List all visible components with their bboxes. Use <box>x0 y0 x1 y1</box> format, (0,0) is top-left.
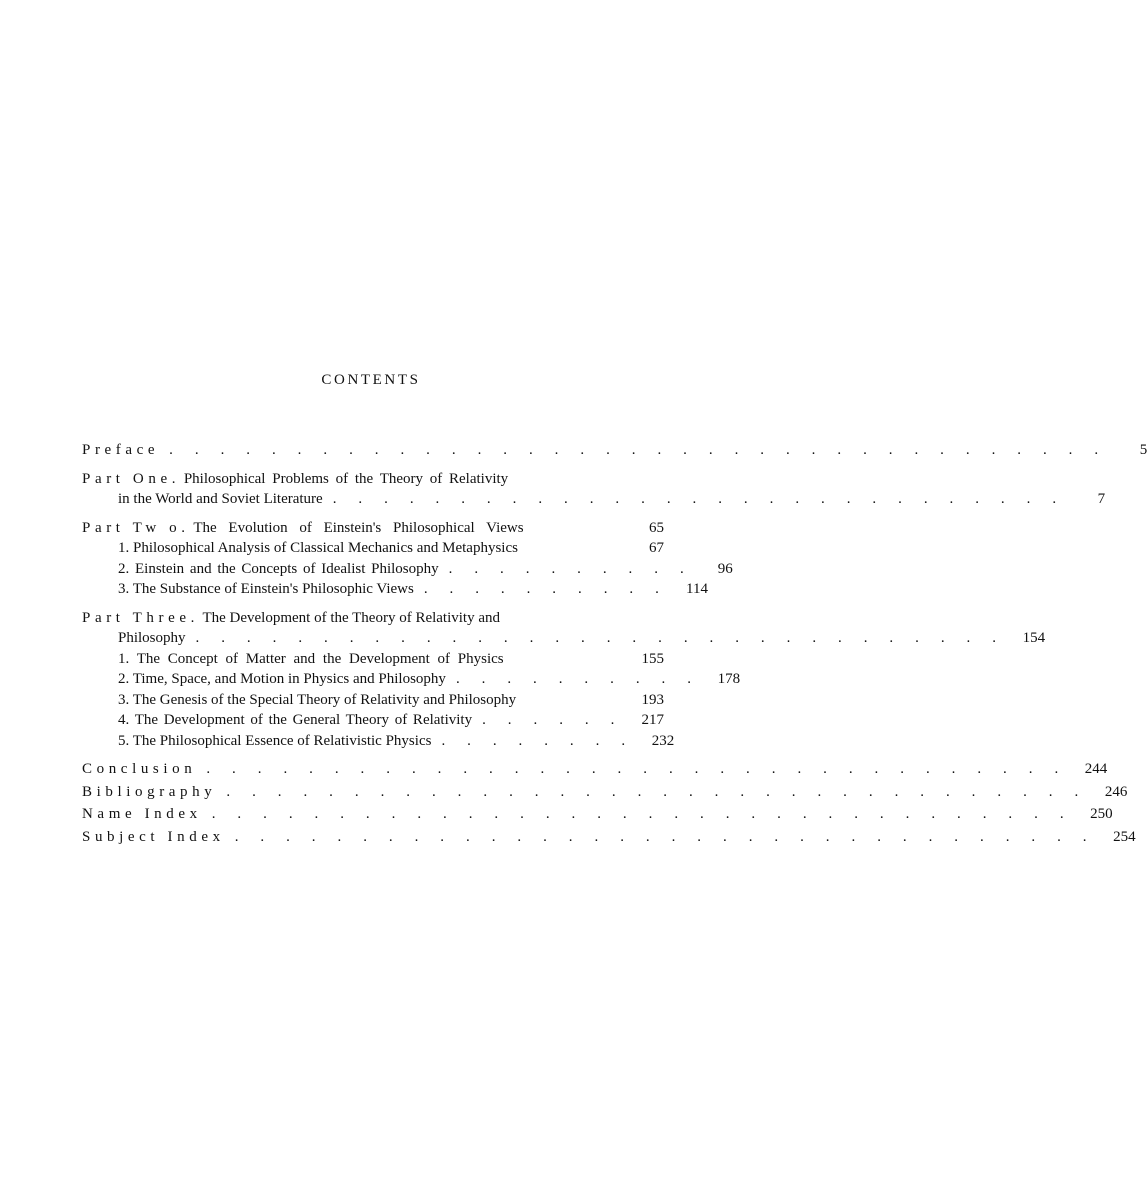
toc-sub-label: 3. The Substance of Einstein's Philosophic Views <box>118 581 414 597</box>
toc-entry-preface[interactable] <box>82 440 1147 461</box>
toc-sub-entry[interactable] <box>82 669 741 690</box>
toc-sub-label: 3. The Genesis of the Special Theory of Relativity and Philosophy <box>118 691 517 708</box>
contents-heading: CONTENTS <box>321 372 421 388</box>
toc-label: Bibliography <box>82 783 217 800</box>
dot-leader: . . . . . . . . . . . . . . . . . . . . . . . . . . . . . . . . . . <box>226 783 1088 800</box>
dot-leader: . . . . . . . . . . . . . . . . . . . . . . . . . . . . . . . . . . <box>234 828 1096 845</box>
toc-entry-bibliography[interactable] <box>82 782 1128 803</box>
toc-part-label <box>82 608 500 629</box>
toc-sub-label: 1. The Concept of Matter and the Development of Physics <box>118 650 504 667</box>
toc-sub-label: 4. The Development of the General Theory of Relativity <box>118 712 473 728</box>
page-number: 67 <box>649 540 664 556</box>
toc-sub-label: 5. The Philosophical Essence of Relativistic Physics <box>118 732 432 749</box>
toc-sub-entry[interactable] <box>82 559 733 580</box>
toc-sub-entry[interactable] <box>82 690 664 711</box>
page-number: 5 <box>1139 442 1147 458</box>
toc-sub-entry[interactable] <box>82 579 708 600</box>
toc-entry-name-index[interactable] <box>82 804 1113 825</box>
page-number: 244 <box>1084 761 1108 777</box>
page-number: 7 <box>1097 491 1106 507</box>
dot-leader: . . . . . . . . . . . . . . . . . . . . . . . . . . . . . . . . . . . . . <box>169 442 1108 458</box>
toc-entry-conclusion[interactable] <box>82 759 1108 780</box>
page-number: 96 <box>717 560 733 577</box>
page-number: 217 <box>641 712 664 728</box>
dot-leader: . . . . . . . . <box>441 732 635 749</box>
page-number: 193 <box>641 691 664 708</box>
toc-sub-label: 1. Philosophical Analysis of Classical Mechanics and Metaphysics <box>118 540 518 556</box>
toc-label: Conclusion <box>82 761 197 777</box>
toc-label: Preface <box>82 442 160 458</box>
page-number: 232 <box>651 732 675 749</box>
toc-sub-label: 2. Time, Space, and Motion in Physics and Philosophy <box>118 671 446 687</box>
page-number: 250 <box>1090 806 1113 822</box>
toc-sub-entry[interactable] <box>82 710 664 731</box>
page-number: 246 <box>1104 783 1128 800</box>
toc-entry-part-one[interactable] <box>82 469 1106 510</box>
toc-entry-part-three[interactable] <box>82 608 1046 649</box>
toc-label: Subject Index <box>82 828 225 845</box>
dot-leader: . . . . . . . . . . . . . . . . . . . . . . . . . . . . . <box>332 491 1066 507</box>
part-prefix: Part Three. <box>82 609 199 626</box>
page-number: 154 <box>1022 630 1046 646</box>
toc-sub-entry[interactable] <box>82 649 664 670</box>
toc-sub-entry[interactable] <box>82 731 675 752</box>
toc-part-label <box>82 518 524 539</box>
toc-label: Name Index <box>82 806 202 822</box>
toc-sub-label: 2. Einstein and the Concepts of Idealist Philosophy <box>118 560 439 577</box>
dot-leader: . . . . . . <box>482 712 624 728</box>
part-title: Philosophical Problems of the Theory of Relativity <box>183 470 509 487</box>
part-prefix: Part One. <box>82 470 181 487</box>
toc-sub-entry[interactable] <box>82 538 664 559</box>
toc-entry-part-two[interactable] <box>82 518 664 539</box>
dot-leader: . . . . . . . . . . <box>423 581 668 597</box>
part-title: The Evolution of Einstein's Philosophical Views <box>193 519 524 536</box>
part-title-cont: in the World and Soviet Literature <box>118 491 323 507</box>
dot-leader: . . . . . . . . . . . . . . . . . . . . . . . . . . . . . . . . <box>195 630 1006 646</box>
part-title-cont: Philosophy <box>118 630 186 646</box>
dot-leader: . . . . . . . . . . <box>448 560 693 577</box>
toc-entry-subject-index[interactable] <box>82 827 1136 848</box>
page-number: 155 <box>641 650 664 667</box>
page-number: 254 <box>1113 828 1136 845</box>
part-prefix: Part Tw o. <box>82 519 190 536</box>
table-of-contents <box>82 440 1147 847</box>
dot-leader: . . . . . . . . . . <box>455 671 701 687</box>
page-number: 114 <box>686 581 708 597</box>
toc-part-label <box>82 469 508 490</box>
part-title: The Development of the Theory of Relativity and <box>202 609 501 626</box>
page-number: 178 <box>717 671 741 687</box>
dot-leader: . . . . . . . . . . . . . . . . . . . . . . . . . . . . . . . . . . <box>206 761 1068 777</box>
page-number: 65 <box>649 519 664 536</box>
dot-leader: . . . . . . . . . . . . . . . . . . . . . . . . . . . . . . . . . . <box>211 806 1073 822</box>
